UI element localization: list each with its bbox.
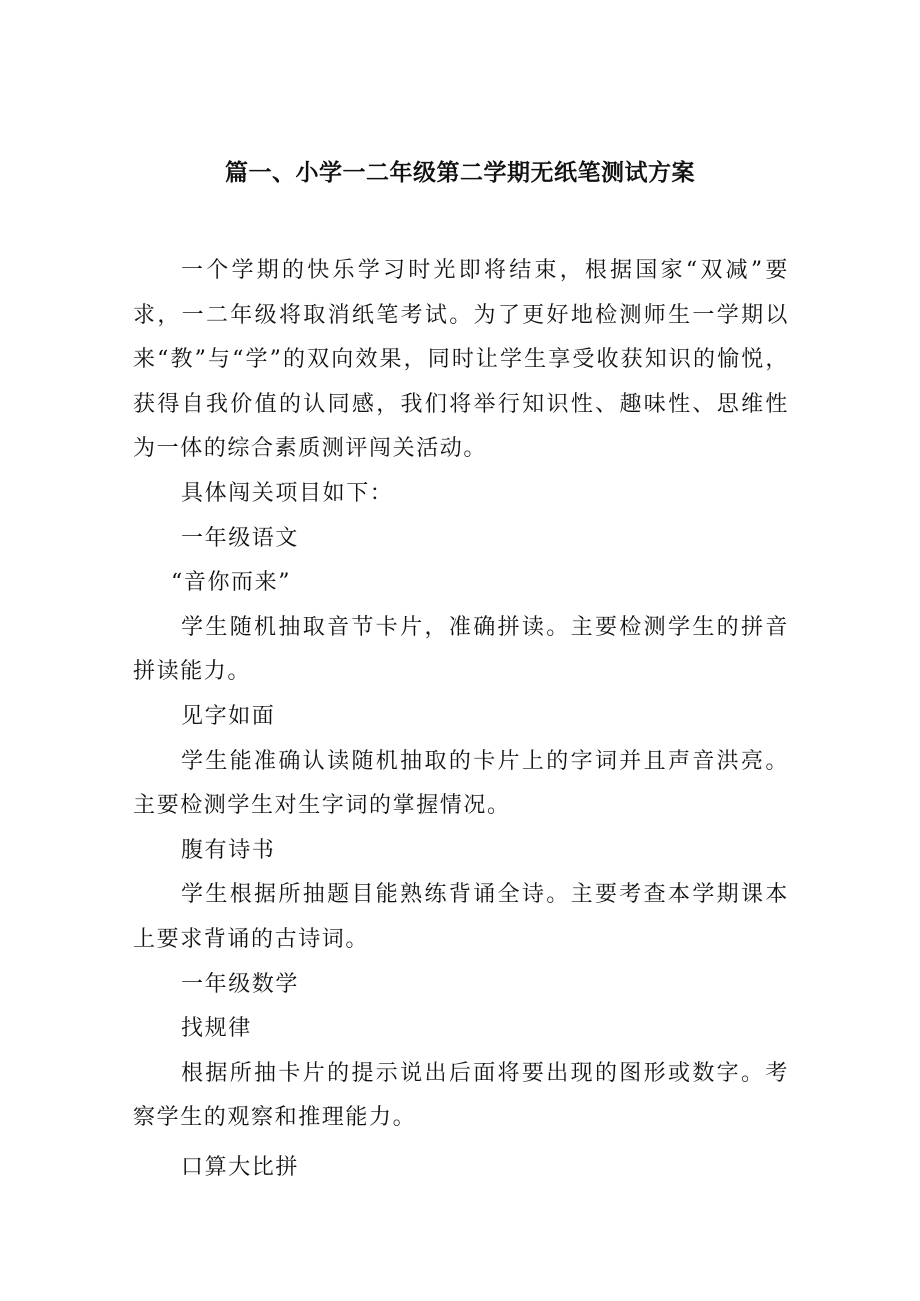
item-description-characters: 学生能准确认读随机抽取的卡片上的字词并且声音洪亮。主要检测学生对生字词的掌握情况。	[133, 748, 789, 819]
item-heading-syllable: “音你而来”	[171, 570, 292, 596]
document-title: 篇一、小学一二年级第二学期无纸笔测试方案	[225, 160, 695, 186]
section-heading-grade1-chinese: 一年级语文	[181, 525, 300, 551]
section-heading-grade1-math: 一年级数学	[181, 971, 300, 997]
item-description-patterns: 根据所抽卡片的提示说出后面将要出现的图形或数字。考察学生的观察和推理能力。	[133, 1060, 789, 1131]
item-heading-poetry: 腹有诗书	[181, 837, 276, 863]
intro-paragraph: 一个学期的快乐学习时光即将结束，根据国家“双减”要求，一二年级将取消纸笔考试。为了更好地检测师生一学期以来“教”与“学”的双向效果，同时让学生享受收获知识的愉悦，获得自我价值的认同感，我们将举行知识性、趣味性、思维性为一体的综合素质测评闯关活动。	[133, 258, 789, 462]
document-body	[133, 249, 789, 1190]
items-intro: 具体闯关项目如下：	[181, 480, 394, 506]
item-description-poetry: 学生根据所抽题目能熟练背诵全诗。主要考查本学期课本上要求背诵的古诗词。	[133, 882, 789, 952]
item-heading-patterns: 找规律	[181, 1016, 252, 1042]
item-description-syllable: 学生随机抽取音节卡片，准确拼读。主要检测学生的拼音拼读能力。	[133, 614, 789, 685]
item-heading-characters: 见字如面	[181, 703, 276, 729]
item-heading-mental-math: 口算大比拼	[181, 1154, 300, 1180]
